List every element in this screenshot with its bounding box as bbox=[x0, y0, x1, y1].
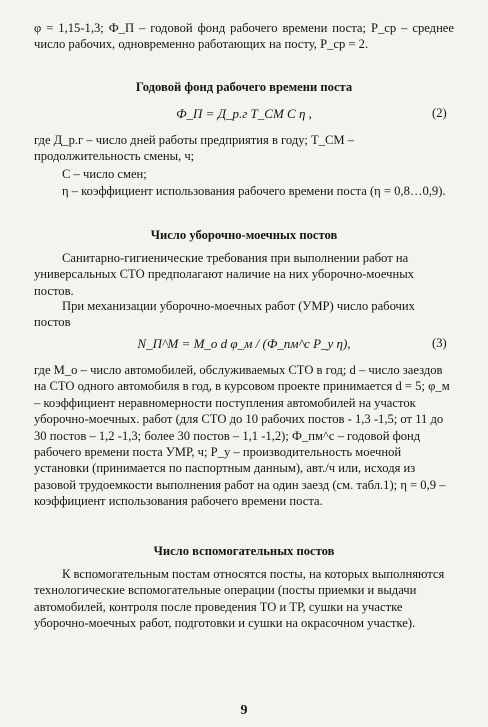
intro-text bbox=[34, 20, 454, 53]
section-heading-auxiliary-posts: Число вспомогательных постов bbox=[153, 544, 335, 558]
washing-para-2: При механизации уборочно-моечных работ (УМР) число рабочих постов bbox=[34, 299, 415, 330]
washing-para-1: Санитарно-гигиенические требования при выполнении работ на универсальных СТО предполагают наличие на них уборочно-моечных постов. bbox=[34, 251, 414, 298]
section-heading-annual-fund: Годовой фонд рабочего времени поста bbox=[135, 80, 353, 94]
auxiliary-para: К вспомогательным постам относятся посты, на которых выполняются технологические вспомогательные операции (посты приемки и выдачи автомобилей, контроля после проведения ТО и ТР, сушки на участке уборочно-моечных работ, подготовки и сушки на окрасочном участке). bbox=[34, 567, 445, 631]
formula-washing-posts: N_П^М = М_о d φ_м / (Ф_пм^с Р_у η), bbox=[137, 336, 351, 351]
eta-text: η – коэффициент использования рабочего времени поста (η = 0,8…0,9). bbox=[62, 184, 446, 198]
formula-annual-fund: Ф_П = Д_р.г Т_СМ С η , bbox=[176, 106, 312, 121]
intro-line-1: φ = 1,15-1,3; Ф_П – годовой фонд рабочего времени поста; Р_ср – среднее bbox=[34, 21, 454, 35]
washing-explanation: где М_о – число автомобилей, обслуживаемых СТО в год; d – число заездов на СТО одного автомобиля в год, в курсовом проекте принимается d = 5; φ_м – коэффициент неравномерности поступления автомобилей на участок уборочно-моечных. работ (для СТО до 10 рабочих постов - 1,3 -1,5; от 11 до 30 постов – 1,2 -1,3; более 30 постов – 1,1 -1,2); Ф_пм^с – годовой фонд рабочего времени поста УМР, ч; Р_у – производительность моечной установки (принимается по паспортным данным), авт./ч или, исходя из разовой трудоемкости выполнения работ на один заезд (см. табл.1); η = 0,9 – коэффициент использования рабочего времени поста. bbox=[34, 363, 450, 509]
page-number: 9 bbox=[240, 703, 248, 718]
equation-number-2: (2) bbox=[432, 106, 447, 120]
c-text: С – число смен; bbox=[62, 167, 147, 181]
where-text-1: где Д_р.г – число дней работы предприятия в году; Т_СМ – продолжительность смены, ч; bbox=[34, 133, 355, 164]
section-heading-washing-posts: Число уборочно-моечных постов bbox=[150, 228, 338, 242]
intro-line-2: число рабочих, одновременно работающих на посту, Р_ср = 2. bbox=[34, 37, 369, 52]
equation-number-3: (3) bbox=[432, 336, 447, 350]
